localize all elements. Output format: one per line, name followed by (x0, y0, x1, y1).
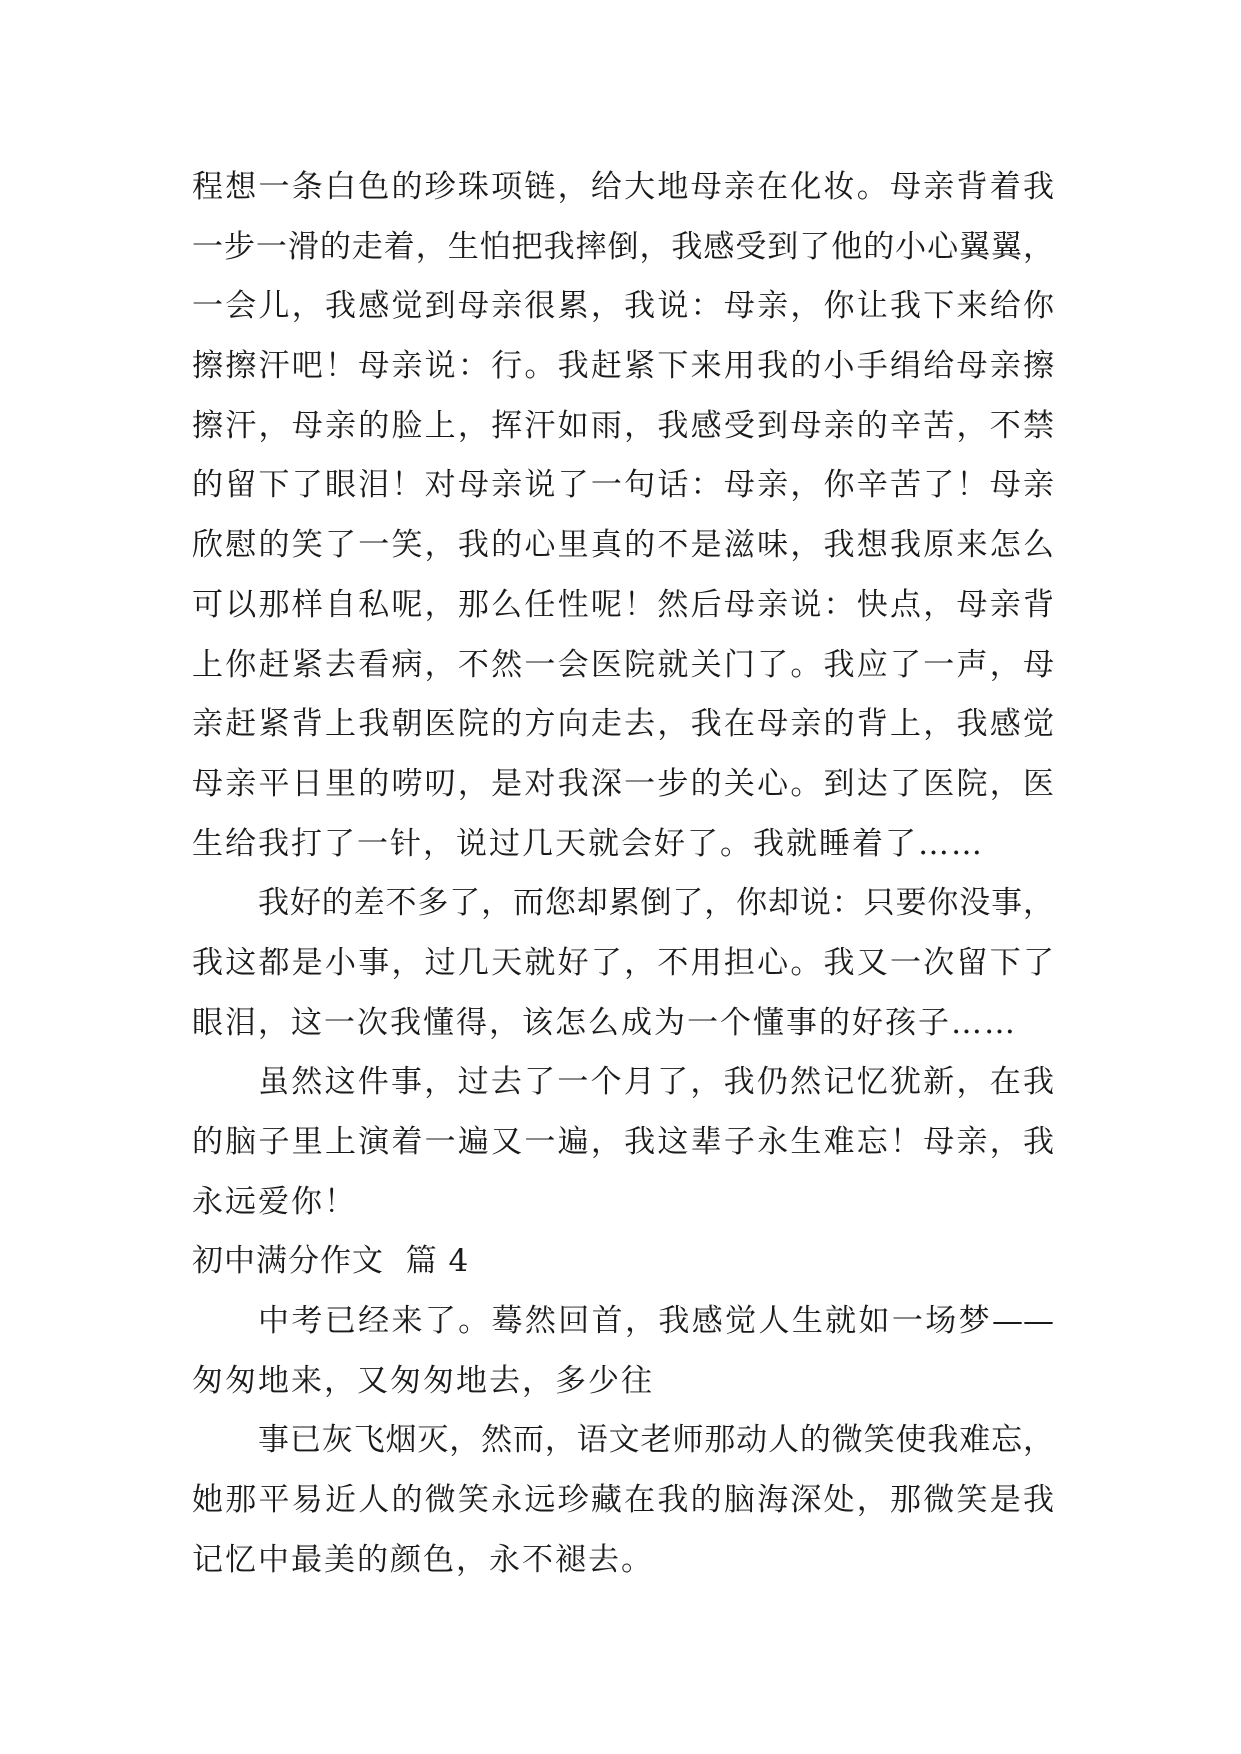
section-heading: 初中满分作文 篇 4 (192, 1243, 470, 1280)
text-line: 欣慰的笑了一笑，我的心里真的不是滋味，我想我原来怎么 (192, 527, 1054, 564)
text-line: 可以那样自私呢，那么任性呢！然后母亲说：快点，母亲背 (192, 586, 1054, 623)
text-line: 一会儿，我感觉到母亲很累，我说：母亲，你让我下来给你 (192, 288, 1054, 325)
text-line: 上你赶紧去看病，不然一会医院就关门了。我应了一声，母 (192, 646, 1054, 683)
text-line: 我好的差不多了，而您却累倒了，你却说：只要你没事， (258, 885, 1054, 922)
paragraph (192, 1411, 1054, 1590)
text-line: 母亲平日里的唠叨，是对我深一步的关心。到达了医院，医 (192, 765, 1054, 802)
text-line: 匆匆地来，又匆匆地去，多少往 (192, 1362, 654, 1399)
text-line: 她那平易近人的微笑永远珍藏在我的脑海深处，那微笑是我 (192, 1482, 1054, 1519)
text-line: 中考已经来了。蓦然回首，我感觉人生就如一场梦—— (258, 1303, 1054, 1340)
text-line: 亲赶紧背上我朝医院的方向走去，我在母亲的背上，我感觉 (192, 706, 1054, 743)
text-line: 擦汗，母亲的脸上，挥汗如雨，我感受到母亲的辛苦，不禁 (192, 407, 1054, 444)
text-line: 我这都是小事，过几天就好了，不用担心。我又一次留下了 (192, 944, 1054, 981)
paragraph (192, 874, 1054, 1053)
paragraph (192, 1053, 1054, 1232)
text-line: 生给我打了一针，说过几天就会好了。我就睡着了…… (192, 825, 984, 862)
text-line: 的脑子里上演着一遍又一遍，我这辈子永生难忘！母亲，我 (192, 1124, 1054, 1160)
text-line: 擦擦汗吧！母亲说：行。我赶紧下来用我的小手绢给母亲擦 (192, 348, 1054, 385)
text-line: 一步一滑的走着，生怕把我摔倒，我感受到了他的小心翼翼， (192, 228, 1054, 265)
text-line: 眼泪，这一次我懂得，该怎么成为一个懂事的好孩子…… (192, 1004, 1017, 1041)
text-line: 永远爱你！ (192, 1183, 357, 1220)
text-line: 事已灰飞烟灭，然而，语文老师那动人的微笑使我难忘， (258, 1422, 1054, 1459)
paragraph (192, 1292, 1054, 1411)
text-line: 程想一条白色的珍珠项链，给大地母亲在化妆。母亲背着我 (192, 169, 1054, 205)
paragraph (192, 158, 1054, 874)
text-line: 虽然这件事，过去了一个月了，我仍然记忆犹新，在我 (258, 1064, 1054, 1101)
text-line: 记忆中最美的颜色，永不褪去。 (192, 1541, 654, 1578)
document-body (192, 158, 1054, 1591)
text-line: 的留下了眼泪！对母亲说了一句话：母亲，你辛苦了！母亲 (192, 467, 1054, 504)
